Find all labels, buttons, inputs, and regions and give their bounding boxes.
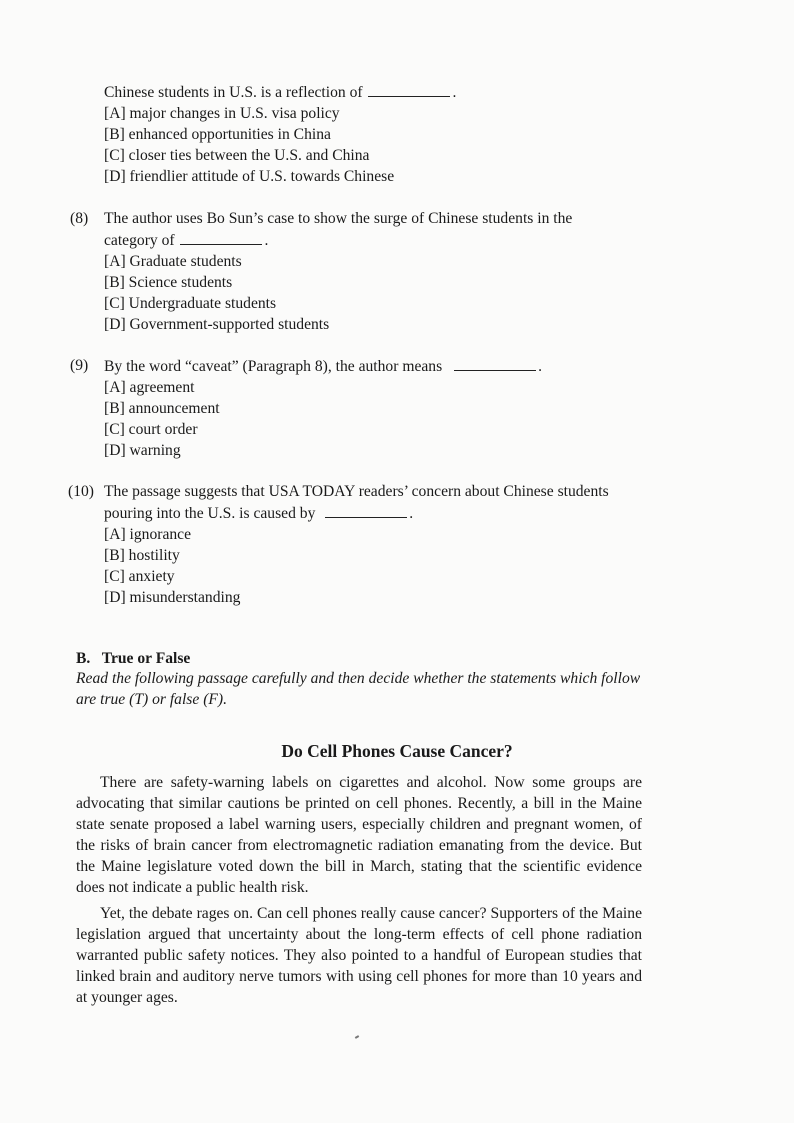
answer-blank [368, 81, 450, 97]
paragraph-text: Yet, the debate rages on. Can cell phones really cause cancer? Supporters of the Maine legislation argued that uncertainty about the long-term effects of cell phone radiation warranted public safety notices. They also pointed to a handful of European studies that linked brain and auditory nerve tumors with using cell phones for more than 10 years and at younger ages. [76, 905, 642, 1006]
option-d: [D] friendlier attitude of U.S. towards Chinese [104, 168, 395, 185]
question-10-stem-line2: pouring into the U.S. is caused by [104, 505, 316, 522]
article-paragraph-2 [76, 903, 642, 1008]
question-number: (8) [70, 210, 89, 227]
section-heading: B. True or False [76, 650, 191, 667]
option-b: [B] announcement [104, 400, 220, 417]
question-7: Chinese students in U.S. is a reflection of . [A] major changes in U.S. visa policy [B] enhanced opportunities in China [C] closer ties between the U.S. and China [D] friendlier attitude of U.S. towards Chinese [76, 81, 646, 187]
option-c: [C] anxiety [104, 568, 175, 585]
paragraph-text: There are safety-warning labels on cigarettes and alcohol. Now some groups are advocating that similar cautions be printed on cell phones. Recently, a bill in the Maine state senate proposed a label warning users, especially children and pregnant women, of the risks of brain cancer from electromagnetic radiation emanating from the device. But the Maine legislature voted down the bill in March, stating that the scientific evidence does not indicate a public health risk. [76, 774, 642, 896]
option-a: [A] Graduate students [104, 253, 242, 270]
article-title: Do Cell Phones Cause Cancer? [281, 741, 513, 761]
question-9: (9) By the word “caveat” (Paragraph 8), the author means . [A] agreement [B] announcement [C] court order [D] warning [76, 355, 646, 461]
answer-blank [325, 502, 407, 518]
question-8-stem-line2: category of [104, 232, 175, 249]
question-number: (10) [68, 483, 94, 500]
question-7-stem: Chinese students in U.S. is a reflection of [104, 84, 363, 101]
option-d: [D] warning [104, 442, 181, 459]
question-9-stem: By the word “caveat” (Paragraph 8), the author means [104, 358, 443, 375]
answer-blank [180, 229, 262, 245]
option-d: [D] misunderstanding [104, 589, 241, 606]
question-8-stem-line1: The author uses Bo Sun’s case to show the surge of Chinese students in the [104, 210, 573, 227]
option-b: [B] hostility [104, 547, 180, 564]
question-8: (8) The author uses Bo Sun’s case to show the surge of Chinese students in the category of . [A] Graduate students [B] Science students [C] Undergraduate students [D] Government-supported students [76, 208, 646, 335]
option-a: [A] major changes in U.S. visa policy [104, 105, 340, 122]
option-a: [A] agreement [104, 379, 195, 396]
question-number: (9) [70, 357, 89, 374]
option-d: [D] Government-supported students [104, 316, 330, 333]
answer-blank [454, 355, 536, 371]
option-c: [C] Undergraduate students [104, 295, 277, 312]
question-10: (10) The passage suggests that USA TODAY readers’ concern about Chinese students pouring into the U.S. is caused by . [A] ignorance [B] hostility [C] anxiety [D] misunderstanding [76, 481, 646, 608]
scan-mark [355, 1035, 359, 1039]
option-b: [B] enhanced opportunities in China [104, 126, 331, 143]
question-10-stem-line1: The passage suggests that USA TODAY readers’ concern about Chinese students [104, 483, 609, 500]
section-instruction: Read the following passage carefully and then decide whether the statements which follow are true (T) or false (F). [76, 670, 641, 708]
article-paragraph-1 [76, 772, 642, 898]
option-a: [A] ignorance [104, 526, 192, 543]
option-b: [B] Science students [104, 274, 233, 291]
option-c: [C] closer ties between the U.S. and China [104, 147, 370, 164]
option-c: [C] court order [104, 421, 198, 438]
